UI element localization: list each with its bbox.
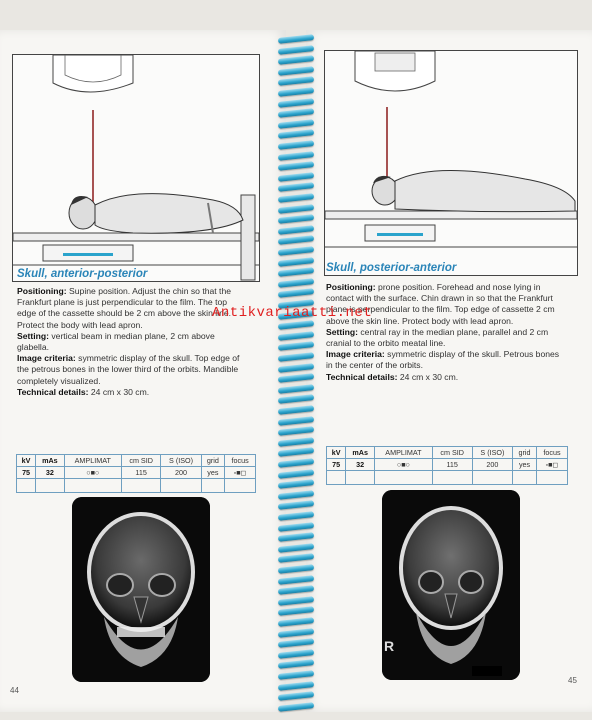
spiral-coil [278, 161, 314, 171]
spiral-coil [278, 267, 314, 277]
spiral-coil [278, 320, 314, 330]
criteria-label: Image criteria: [17, 353, 76, 364]
table-header: cm SID [432, 447, 472, 459]
spiral-coil [278, 87, 314, 97]
spiral-coil [278, 437, 314, 447]
spiral-coil [278, 575, 314, 585]
prone-position-illustration [324, 50, 578, 276]
spiral-coil [278, 628, 314, 638]
table-header-row [17, 455, 256, 467]
spiral-coil [278, 278, 314, 288]
spiral-binding [274, 30, 318, 720]
spiral-coil [278, 554, 314, 564]
skull-pa-radiograph [382, 490, 520, 680]
page-number: 44 [10, 686, 19, 695]
table-header: focus [536, 447, 567, 459]
spiral-coil [278, 66, 314, 76]
table-cell: ▫■◻ [536, 459, 567, 471]
table-cell: yes [201, 467, 225, 479]
technical-label: Technical details: [326, 371, 398, 382]
instructions [17, 286, 247, 398]
page-title: Skull, posterior-anterior [326, 262, 457, 274]
left-page [0, 30, 286, 712]
spiral-coil [278, 225, 314, 235]
spiral-coil [278, 426, 314, 436]
table-cell: 32 [346, 459, 375, 471]
spiral-coil [278, 214, 314, 224]
table-header: S (ISO) [472, 447, 513, 459]
watermark: Antikvariaatti.net [212, 305, 373, 321]
table-cell: 75 [17, 467, 36, 479]
spiral-coil [278, 193, 314, 203]
spiral-coil [278, 45, 314, 55]
spiral-coil [278, 119, 314, 129]
table-header: grid [513, 447, 537, 459]
spiral-coil [278, 395, 314, 405]
spiral-coil [278, 204, 314, 214]
spiral-coil [278, 490, 314, 500]
table-header: grid [201, 455, 225, 467]
instructions [326, 282, 566, 383]
table-header: mAs [36, 455, 65, 467]
table-cell: 115 [432, 459, 472, 471]
spiral-coil [278, 670, 314, 680]
spiral-coil [278, 172, 314, 182]
table-row [327, 459, 568, 471]
table-header: S (ISO) [161, 455, 201, 467]
spiral-coil [278, 638, 314, 648]
spiral-coil [278, 543, 314, 553]
table-header: kV [327, 447, 346, 459]
page-title: Skull, anterior-posterior [17, 268, 148, 280]
spiral-coil [278, 130, 314, 140]
criteria-text: symmetric display of the skull. Petrous bones in the center of the orbits. [326, 349, 560, 371]
exposure-table [326, 446, 568, 485]
right-page [306, 30, 592, 712]
table-cell: 115 [121, 467, 161, 479]
spiral-coil [278, 585, 314, 595]
setting-text: central ray in the median plane, parallel and 2 cm cranial to the orbito meatal line. [326, 326, 549, 349]
table-cell: ▫■◻ [225, 467, 256, 479]
spiral-coil [278, 363, 314, 373]
spiral-coil [278, 564, 314, 574]
table-header: focus [225, 455, 256, 467]
spiral-coil [278, 289, 314, 299]
setting-label: Setting: [326, 326, 358, 337]
table-row-empty [17, 479, 256, 493]
spiral-coil [278, 681, 314, 691]
spiral-coil [278, 151, 314, 161]
spiral-coil [278, 342, 314, 352]
positioning-label: Positioning: [17, 286, 67, 296]
spiral-coil [278, 55, 314, 65]
technical-text: 24 cm x 30 cm. [397, 371, 459, 382]
spiral-coil [278, 458, 314, 468]
spiral-coil [278, 98, 314, 108]
spiral-coil [278, 596, 314, 606]
table-cell: ○■○ [64, 467, 121, 479]
spiral-coil [278, 532, 314, 542]
spiral-coil [278, 405, 314, 415]
table-header: mAs [346, 447, 375, 459]
setting-text: vertical beam in median plane, 2 cm above glabella. [17, 330, 215, 353]
spiral-coil [278, 140, 314, 150]
table-header: AMPLIMAT [64, 455, 121, 467]
criteria-text: symmetric display of the skull. Top edge of the petrous bones in the lower third of the orbits. Mandible completely visualized. [17, 353, 240, 386]
spiral-coil [278, 691, 314, 701]
table-header: cm SID [121, 455, 161, 467]
spiral-coil [278, 607, 314, 617]
table-header: AMPLIMAT [375, 447, 433, 459]
table-row-empty [327, 471, 568, 485]
spiral-coil [278, 617, 314, 627]
spiral-coil [278, 352, 314, 362]
positioning-label: Positioning: [326, 282, 376, 292]
table-header: kV [17, 455, 36, 467]
positioning-text: Supine position. Adjust the chin so that the Frankfurt plane is just perpendicular to the film. The top edge of the cassette should be 2 cm above the skin line. Protect the body with lead apron. [17, 286, 232, 330]
supine-position-illustration [12, 54, 260, 282]
spiral-coil [278, 236, 314, 246]
spiral-coil [278, 511, 314, 521]
criteria-label: Image criteria: [326, 349, 385, 360]
table-cell: 200 [161, 467, 201, 479]
spiral-coil [278, 34, 314, 44]
side-marker: R [384, 638, 395, 654]
table-cell: 200 [472, 459, 513, 471]
spiral-coil [278, 649, 314, 659]
technical-label: Technical details: [17, 386, 89, 397]
positioning-text: prone position. Forehead and nose lying in contact with the surface. Chin drawn in so that the Frankfurt plane is perpendicular to the film. Top edge of cassette 2 cm above the skin line. Protect body with lead apron. [326, 282, 555, 326]
spiral-coil [278, 660, 314, 670]
spiral-coil [278, 108, 314, 118]
spiral-coil [278, 384, 314, 394]
spiral-coil [278, 246, 314, 256]
spiral-coil [278, 501, 314, 511]
spiral-coil [278, 257, 314, 267]
spiral-coil [278, 183, 314, 193]
page-number: 45 [568, 676, 577, 685]
table-cell: 32 [36, 467, 65, 479]
exposure-table [16, 454, 256, 493]
spiral-coil [278, 331, 314, 341]
spiral-coil [278, 702, 314, 712]
table-header-row [327, 447, 568, 459]
spiral-coil [278, 479, 314, 489]
setting-label: Setting: [17, 330, 49, 341]
table-cell: ○■○ [375, 459, 433, 471]
spiral-coil [278, 469, 314, 479]
spiral-coil [278, 416, 314, 426]
table-row [17, 467, 256, 479]
table-cell: 75 [327, 459, 346, 471]
spiral-coil [278, 522, 314, 532]
spiral-coil [278, 448, 314, 458]
table-cell: yes [513, 459, 537, 471]
technical-text: 24 cm x 30 cm. [88, 386, 150, 397]
spiral-coil [278, 77, 314, 87]
spiral-coil [278, 373, 314, 383]
skull-ap-radiograph [72, 497, 210, 682]
